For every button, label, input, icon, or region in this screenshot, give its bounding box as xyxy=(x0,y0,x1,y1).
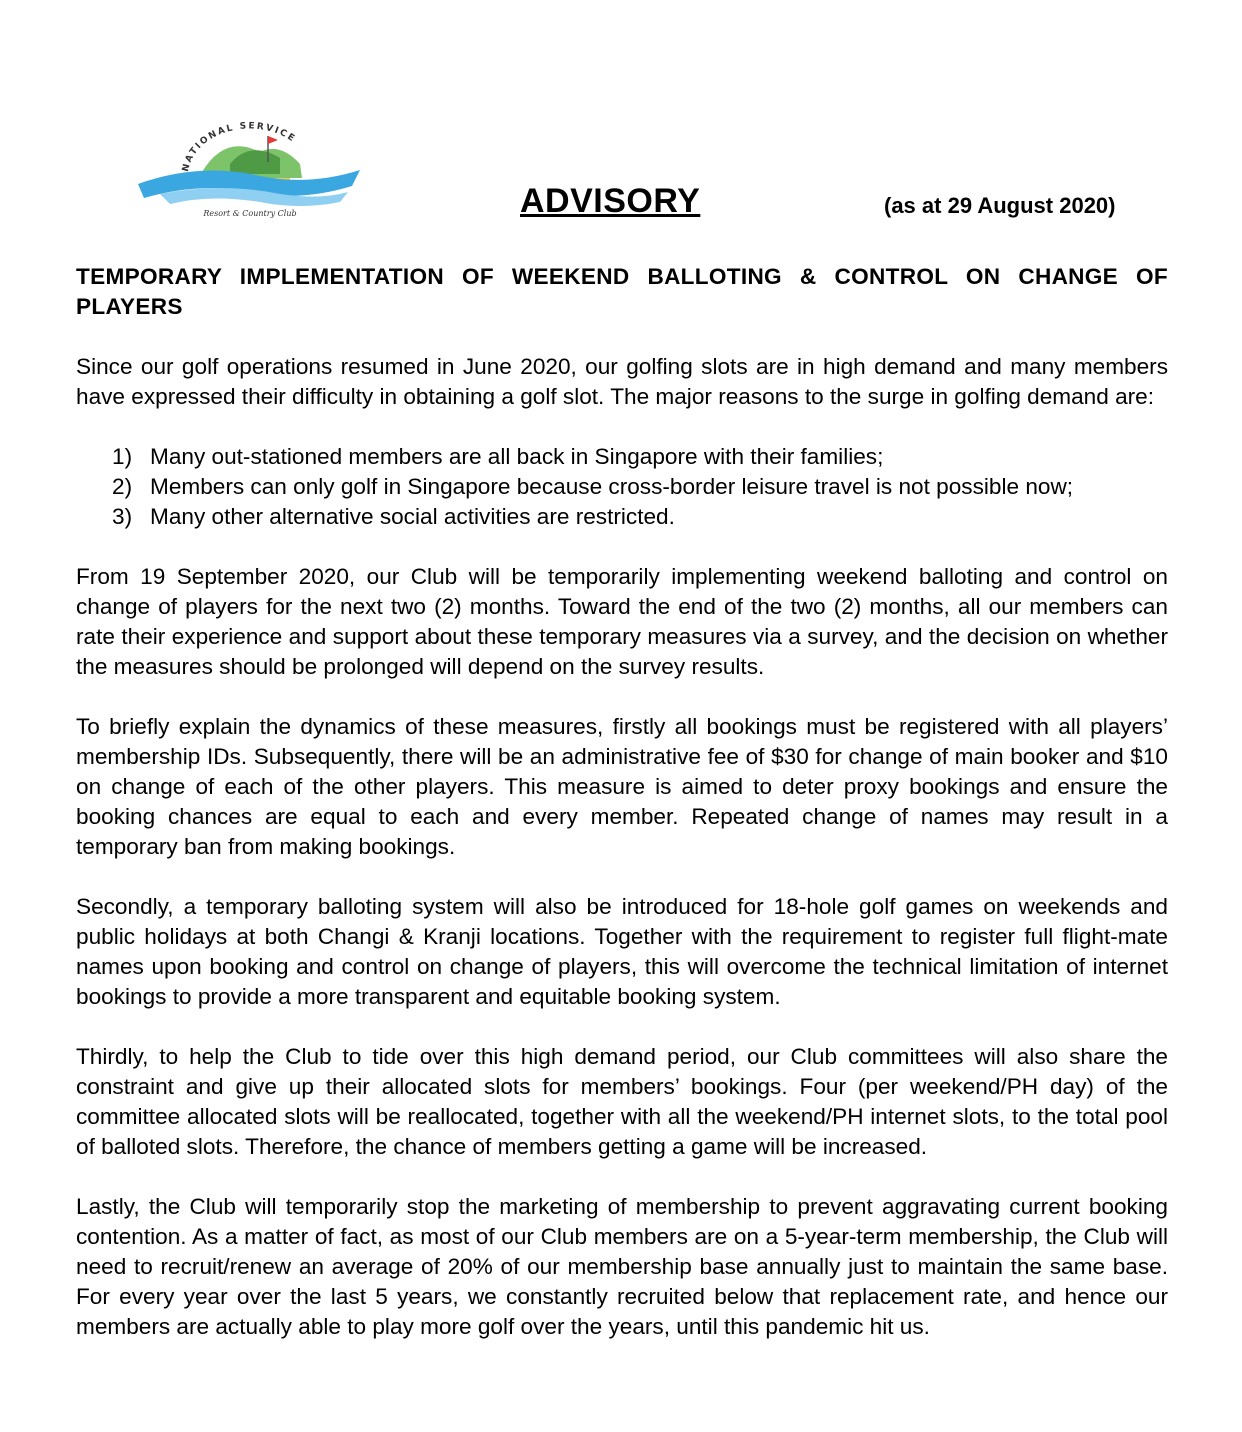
paragraph-balloting: Secondly, a temporary balloting system will also be introduced for 18-hole golf games on weekends and public holidays at both Changi & Kranji locations. Together with the requirement to register full flight-mate names upon booking and control on change of players, this will overcome the technical limitation of internet bookings to provide a more transparent and equitable booking system. xyxy=(76,894,1168,1009)
club-logo xyxy=(130,112,370,222)
advisory-body xyxy=(76,262,1168,1372)
list-item-number: 3) xyxy=(112,504,133,529)
list-item-text: Many out-stationed members are all back in Singapore with their families; xyxy=(150,444,884,469)
club-logo-icon xyxy=(130,112,370,222)
page-title: ADVISORY xyxy=(520,182,701,220)
list-item-number: 1) xyxy=(112,444,133,469)
paragraph-schedule: From 19 September 2020, our Club will be temporarily implementing weekend balloting and control on change of players for the next two (2) months. Toward the end of the two (2) months, all our members can rate their experience and support about these temporary measures via a survey, and the decision on whether the measures should be prolonged will depend on the survey results. xyxy=(76,564,1168,679)
advisory-date: (as at 29 August 2020) xyxy=(884,193,1116,218)
list-item-text: Many other alternative social activities are restricted. xyxy=(150,504,675,529)
list-item-number: 2) xyxy=(112,474,133,499)
list-item xyxy=(112,442,1168,472)
list-item xyxy=(112,472,1168,502)
paragraph-membership-marketing: Lastly, the Club will temporarily stop the marketing of membership to prevent aggravating current booking contention. As a matter of fact, as most of our Club members are on a 5-year-term membership, the Club will need to recruit/renew an average of 20% of our membership base annually just to maintain the same base. For every year over the last 5 years, we constantly recruited below that replacement rate, and hence our members are actually able to play more golf over the years, until this pandemic hit us. xyxy=(76,1194,1168,1339)
list-item xyxy=(112,502,1168,532)
logo-top-text: NATIONAL SERVICE xyxy=(180,121,298,173)
reasons-list xyxy=(76,442,1168,532)
section-heading: TEMPORARY IMPLEMENTATION OF WEEKEND BALLOTING & CONTROL ON CHANGE OF PLAYERS xyxy=(76,264,1168,319)
paragraph-registration-fees: To briefly explain the dynamics of these measures, firstly all bookings must be registered with all players’ membership IDs. Subsequently, there will be an administrative fee of $30 for change of main booker and $10 on change of each of the other players. This measure is aimed to deter proxy bookings and ensure the booking chances are equal to each and every member. Repeated change of names may result in a temporary ban from making bookings. xyxy=(76,714,1168,859)
list-item-text: Members can only golf in Singapore because cross-border leisure travel is not possible now; xyxy=(150,474,1074,499)
logo-bottom-text: Resort & Country Club xyxy=(203,209,297,218)
paragraph-committee-slots: Thirdly, to help the Club to tide over this high demand period, our Club committees will also share the constraint and give up their allocated slots for members’ bookings. Four (per weekend/PH day) of the committee allocated slots will be reallocated, together with all the weekend/PH internet slots, to the total pool of balloted slots. Therefore, the chance of members getting a game will be increased. xyxy=(76,1044,1168,1159)
intro-paragraph: Since our golf operations resumed in June 2020, our golfing slots are in high demand and many members have expressed their difficulty in obtaining a golf slot. The major reasons to the surge in golfing demand are: xyxy=(76,354,1168,409)
